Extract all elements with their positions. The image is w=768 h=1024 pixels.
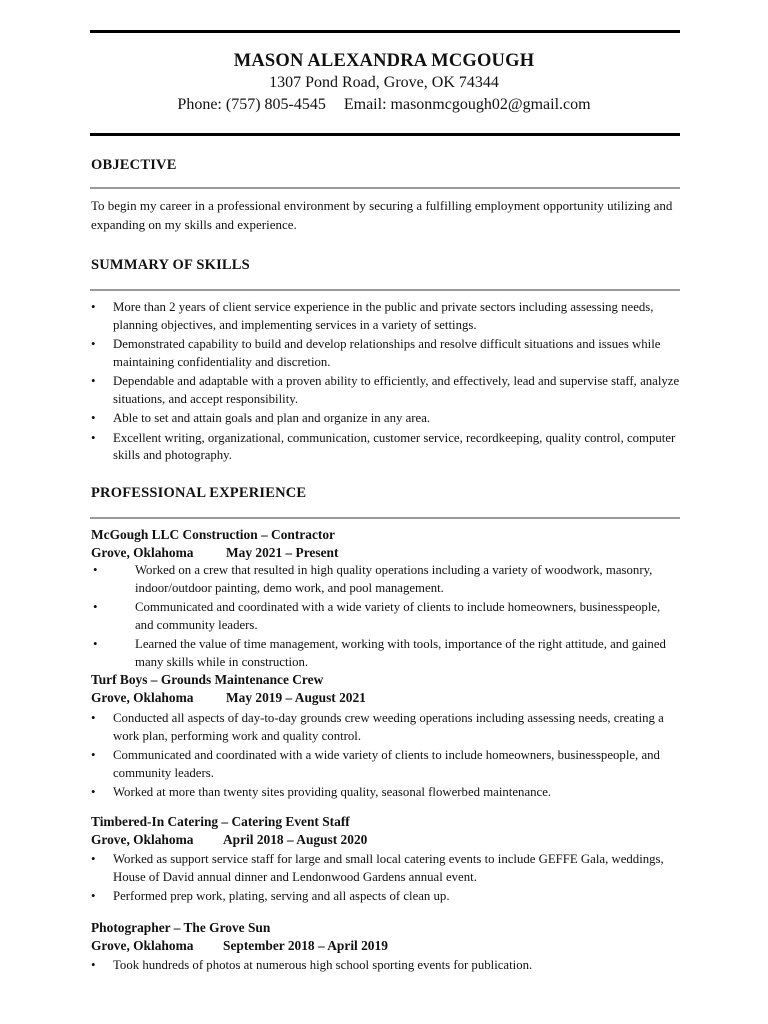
phone: Phone: (757) 805-4545 xyxy=(177,96,326,113)
job-header xyxy=(91,813,681,849)
job-duties xyxy=(91,562,681,673)
job-duties xyxy=(91,851,681,908)
bullet: • xyxy=(91,785,96,799)
job-header xyxy=(91,671,681,707)
objective-heading: OBJECTIVE xyxy=(91,157,177,173)
list-item: • Performed prep work, plating, serving and all aspects of clean up. xyxy=(91,888,681,906)
bullet: • xyxy=(93,600,98,614)
list-item: • Excellent writing, organizational, communication, customer service, recordkeeping, quality control, computer skills and photography. xyxy=(91,430,676,462)
contact-line xyxy=(0,96,768,114)
job-dates: September 2018 – April 2019 xyxy=(223,938,388,953)
list-item: • Dependable and adaptable with a proven ability to efficiently, and effectively, lead and supervise staff, analyze situations, and accept responsibility. xyxy=(91,374,680,406)
objective-text: To begin my career in a professional environment by securing a fulfilling employment opportunity utilizing and expanding on my skills and experience. xyxy=(91,198,673,232)
list-item: • Worked as support service staff for large and small local catering events to include GEFFE Gala, weddings, House of David annual dinner and Lendonwood Gardens annual event. xyxy=(91,852,664,884)
skills-rule xyxy=(90,289,680,291)
job-header xyxy=(91,919,681,955)
list-item: • Worked at more than twenty sites providing quality, seasonal flowerbed maintenance. xyxy=(91,784,681,802)
bullet: • xyxy=(91,852,96,866)
job-duties xyxy=(91,710,681,804)
bullet: • xyxy=(91,711,96,725)
bullet: • xyxy=(91,430,96,445)
experience-rule xyxy=(90,517,680,519)
job-header xyxy=(91,526,681,562)
job-dates: May 2021 – Present xyxy=(226,545,339,560)
header-top-rule xyxy=(90,30,680,33)
list-item: • More than 2 years of client service experience in the public and private sectors including assessing needs, planning objectives, and implementing services in a variety of settings. xyxy=(91,300,654,332)
list-item: • Took hundreds of photos at numerous high school sporting events for publication. xyxy=(91,957,681,975)
bullet: • xyxy=(93,637,98,651)
job-title: Timbered-In Catering – Catering Event Staff xyxy=(91,814,350,829)
bullet: • xyxy=(91,374,96,388)
email: Email: masonmcgough02@gmail.com xyxy=(343,96,591,113)
skills-list xyxy=(91,299,681,467)
list-item: • Communicated and coordinated with a wide variety of clients to include homeowners, businesspeople, and community leaders. xyxy=(91,748,660,780)
applicant-name: MASON ALEXANDRA MCGOUGH xyxy=(233,51,535,71)
job-title: McGough LLC Construction – Contractor xyxy=(91,527,335,542)
job-location: Grove, Oklahoma xyxy=(91,545,194,560)
job-dates: April 2018 – August 2020 xyxy=(223,832,368,847)
list-item: • Worked on a crew that resulted in high quality operations including a variety of woodwork, masonry, indoor/outdoor painting, demo work, and pool management. xyxy=(93,563,653,595)
list-item: • Able to set and attain goals and plan and organize in any area. xyxy=(91,410,681,428)
job-location: Grove, Oklahoma xyxy=(91,832,194,847)
header-bottom-rule xyxy=(90,133,680,136)
objective-rule xyxy=(90,187,680,189)
job-location: Grove, Oklahoma xyxy=(91,938,194,953)
bullet: • xyxy=(91,411,96,425)
experience-heading: PROFESSIONAL EXPERIENCE xyxy=(91,485,307,501)
bullet: • xyxy=(91,958,96,972)
bullet: • xyxy=(91,300,96,314)
job-title: Turf Boys – Grounds Maintenance Crew xyxy=(91,672,324,687)
address: 1307 Pond Road, Grove, OK 74344 xyxy=(269,74,499,91)
skills-heading: SUMMARY OF SKILLS xyxy=(91,257,250,273)
bullet: • xyxy=(93,563,98,577)
list-item: • Communicated and coordinated with a wide variety of clients to include homeowners, businesspeople, and community leaders. xyxy=(93,600,661,632)
bullet: • xyxy=(91,337,96,351)
list-item: • Conducted all aspects of day-to-day grounds crew weeding operations including assessing needs, creating a work plan, performing work and quality control. xyxy=(91,711,664,743)
job-dates: May 2019 – August 2021 xyxy=(226,690,366,705)
job-title: Photographer – The Grove Sun xyxy=(91,920,271,935)
job-location: Grove, Oklahoma xyxy=(91,690,194,705)
bullet: • xyxy=(91,889,96,903)
job-duties xyxy=(91,957,681,977)
bullet: • xyxy=(91,748,96,762)
list-item: • Demonstrated capability to build and develop relationships and resolve difficult situations and issues while maintaining confidentiality and discretion. xyxy=(91,337,661,369)
list-item: • Learned the value of time management, working with tools, importance of the right attitude, and gained many skills while in construction. xyxy=(93,637,666,669)
